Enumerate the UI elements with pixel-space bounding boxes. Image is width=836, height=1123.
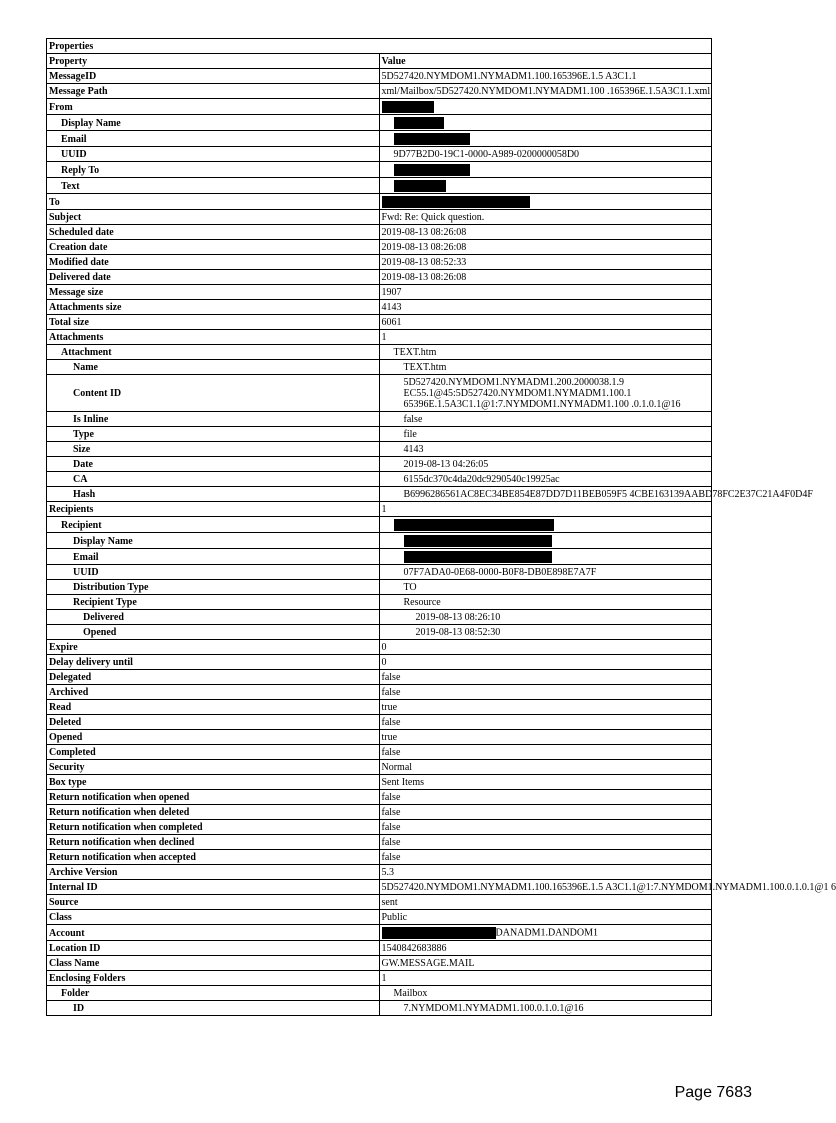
property-value: 2019-08-13 08:52:30 — [379, 625, 712, 640]
property-label: Attachments size — [47, 300, 380, 315]
property-value: 4143 — [379, 300, 712, 315]
property-label: Archive Version — [47, 865, 380, 880]
table-row — [47, 790, 712, 805]
property-label: Display Name — [47, 533, 380, 549]
property-label: Opened — [47, 730, 380, 745]
table-row — [47, 178, 712, 194]
property-value — [379, 194, 712, 210]
table-row — [47, 895, 712, 910]
table-row — [47, 670, 712, 685]
property-value: true — [379, 700, 712, 715]
property-label: Return notification when deleted — [47, 805, 380, 820]
table-row — [47, 730, 712, 745]
property-value: GW.MESSAGE.MAIL — [379, 956, 712, 971]
property-label: Class — [47, 910, 380, 925]
property-value: 5.3 — [379, 865, 712, 880]
table-row — [47, 99, 712, 115]
table-row — [47, 330, 712, 345]
property-label: Security — [47, 760, 380, 775]
table-row — [47, 685, 712, 700]
property-label: Attachment — [47, 345, 380, 360]
property-value: Mailbox — [379, 986, 712, 1001]
property-value — [379, 533, 712, 549]
table-row — [47, 300, 712, 315]
content-id-line: 65396E.1.5A3C1.1@1:7.NYMDOM1.NYMADM1.100 .0.1.0.1@16 — [403, 399, 681, 410]
property-value: false — [379, 805, 712, 820]
table-row — [47, 210, 712, 225]
table-row — [47, 760, 712, 775]
property-label: Recipient — [47, 517, 380, 533]
property-label: Size — [47, 442, 380, 457]
property-value: TO — [379, 580, 712, 595]
property-value: 1 — [379, 330, 712, 345]
table-row — [47, 1001, 712, 1016]
property-value: 2019-08-13 08:52:33 — [379, 255, 712, 270]
property-label: Deleted — [47, 715, 380, 730]
property-label: Type — [47, 427, 380, 442]
table-row — [47, 457, 712, 472]
redaction-bar — [404, 551, 552, 563]
account-domain: DANADM1.DANDOM1 — [495, 927, 598, 939]
property-value: false — [379, 835, 712, 850]
property-label: Scheduled date — [47, 225, 380, 240]
table-header-row — [47, 54, 712, 69]
property-value: sent — [379, 895, 712, 910]
table-row — [47, 115, 712, 131]
property-label: Date — [47, 457, 380, 472]
property-label: Class Name — [47, 956, 380, 971]
redaction-bar — [382, 927, 496, 939]
property-label: Source — [47, 895, 380, 910]
property-label: Display Name — [47, 115, 380, 131]
property-label: MessageID — [47, 69, 380, 84]
redaction-bar — [404, 535, 552, 547]
property-value: 1 — [379, 502, 712, 517]
property-value — [379, 131, 712, 147]
redaction-bar — [382, 101, 434, 113]
property-label: Enclosing Folders — [47, 971, 380, 986]
property-label: CA — [47, 472, 380, 487]
property-value — [379, 517, 712, 533]
content-id-line: 5D527420.NYMDOM1.NYMADM1.200.2000038.1.9 — [403, 377, 625, 388]
property-value: 1 — [379, 971, 712, 986]
table-row — [47, 487, 712, 502]
property-label: UUID — [47, 147, 380, 162]
table-row — [47, 472, 712, 487]
property-label: From — [47, 99, 380, 115]
table-row — [47, 595, 712, 610]
property-value: TEXT.htm — [379, 360, 712, 375]
table-row — [47, 147, 712, 162]
table-row — [47, 956, 712, 971]
property-value: false — [379, 685, 712, 700]
property-label: Attachments — [47, 330, 380, 345]
property-label: Opened — [47, 625, 380, 640]
property-value: 5D527420.NYMDOM1.NYMADM1.100.165396E.1.5 A3C1.1@1:7.NYMDOM1.NYMADM1.100.0.1.0.1@1 6 — [379, 880, 712, 895]
property-value: true — [379, 730, 712, 745]
property-label: Subject — [47, 210, 380, 225]
column-header-property: Property — [47, 54, 380, 69]
property-label: Hash — [47, 487, 380, 502]
property-value: 1907 — [379, 285, 712, 300]
property-label: Total size — [47, 315, 380, 330]
property-label: Internal ID — [47, 880, 380, 895]
property-value: 0 — [379, 640, 712, 655]
property-value: Resource — [379, 595, 712, 610]
table-row — [47, 910, 712, 925]
properties-table — [46, 38, 836, 1016]
property-value: 5D527420.NYMDOM1.NYMADM1.100.165396E.1.5 A3C1.1 — [379, 69, 712, 84]
table-row — [47, 240, 712, 255]
property-label: Recipients — [47, 502, 380, 517]
table-row — [47, 517, 712, 533]
property-value — [379, 162, 712, 178]
property-label: Delay delivery until — [47, 655, 380, 670]
redaction-bar — [394, 180, 446, 192]
property-label: Email — [47, 549, 380, 565]
property-value: 2019-08-13 08:26:08 — [379, 270, 712, 285]
table-row — [47, 360, 712, 375]
redaction-bar — [394, 117, 444, 129]
property-value: 6061 — [379, 315, 712, 330]
property-value: false — [379, 745, 712, 760]
table-row — [47, 69, 712, 84]
property-value: false — [379, 850, 712, 865]
table-row — [47, 412, 712, 427]
column-header-value: Value — [379, 54, 712, 69]
property-label: Email — [47, 131, 380, 147]
table-row — [47, 880, 712, 895]
property-label: Reply To — [47, 162, 380, 178]
property-value — [379, 375, 712, 412]
property-value: false — [379, 790, 712, 805]
property-label: To — [47, 194, 380, 210]
property-value: 0 — [379, 655, 712, 670]
property-value: 7.NYMDOM1.NYMADM1.100.0.1.0.1@16 — [379, 1001, 712, 1016]
property-value: Fwd: Re: Quick question. — [379, 210, 712, 225]
property-value: 4143 — [379, 442, 712, 457]
table-row — [47, 640, 712, 655]
table-row — [47, 162, 712, 178]
table-row — [47, 941, 712, 956]
property-label: Return notification when declined — [47, 835, 380, 850]
property-label: Return notification when accepted — [47, 850, 380, 865]
table-row — [47, 285, 712, 300]
table-row — [47, 971, 712, 986]
property-label: ID — [47, 1001, 380, 1016]
table-row — [47, 270, 712, 285]
table-row — [47, 805, 712, 820]
table-row — [47, 549, 712, 565]
property-label: Message size — [47, 285, 380, 300]
property-value: 2019-08-13 04:26:05 — [379, 457, 712, 472]
property-label: Delegated — [47, 670, 380, 685]
property-label: Recipient Type — [47, 595, 380, 610]
redaction-bar — [382, 196, 530, 208]
property-label: Account — [47, 925, 380, 941]
property-value — [379, 99, 712, 115]
table-row — [47, 442, 712, 457]
redaction-bar — [394, 519, 554, 531]
property-value: false — [379, 820, 712, 835]
table-row — [47, 925, 712, 941]
property-label: Modified date — [47, 255, 380, 270]
property-label: Delivered date — [47, 270, 380, 285]
table-row — [47, 502, 712, 517]
property-value: Normal — [379, 760, 712, 775]
property-value — [379, 925, 712, 941]
table-row — [47, 610, 712, 625]
property-value: file — [379, 427, 712, 442]
property-value: false — [379, 715, 712, 730]
property-label: Distribution Type — [47, 580, 380, 595]
table-row — [47, 745, 712, 760]
table-row — [47, 255, 712, 270]
property-label: Text — [47, 178, 380, 194]
table-row — [47, 715, 712, 730]
property-label: Delivered — [47, 610, 380, 625]
property-value — [379, 115, 712, 131]
property-value: xml/Mailbox/5D527420.NYMDOM1.NYMADM1.100 .165396E.1.5A3C1.1.xml — [379, 84, 712, 99]
property-label: Content ID — [47, 375, 380, 412]
property-value: false — [379, 412, 712, 427]
table-row — [47, 565, 712, 580]
property-label: Return notification when opened — [47, 790, 380, 805]
table-row — [47, 194, 712, 210]
property-value: 2019-08-13 08:26:10 — [379, 610, 712, 625]
property-label: UUID — [47, 565, 380, 580]
property-label: Box type — [47, 775, 380, 790]
table-row — [47, 580, 712, 595]
property-value: 2019-08-13 08:26:08 — [379, 240, 712, 255]
property-value — [379, 178, 712, 194]
property-label: Archived — [47, 685, 380, 700]
table-title-row — [47, 39, 712, 54]
property-value: 1540842683886 — [379, 941, 712, 956]
table-row — [47, 345, 712, 360]
property-value: TEXT.htm — [379, 345, 712, 360]
property-label: Is Inline — [47, 412, 380, 427]
table-row — [47, 775, 712, 790]
property-value: 2019-08-13 08:26:08 — [379, 225, 712, 240]
property-label: Expire — [47, 640, 380, 655]
table-row — [47, 131, 712, 147]
table-row — [47, 700, 712, 715]
property-label: Folder — [47, 986, 380, 1001]
property-value — [379, 549, 712, 565]
table-row — [47, 625, 712, 640]
property-label: Name — [47, 360, 380, 375]
property-value: 6155dc370c4da20dc9290540c19925ac — [379, 472, 712, 487]
property-label: Location ID — [47, 941, 380, 956]
table-row — [47, 986, 712, 1001]
table-row — [47, 835, 712, 850]
property-value: false — [379, 670, 712, 685]
property-label: Creation date — [47, 240, 380, 255]
content-id-line: EC55.1@45:5D527420.NYMDOM1.NYMADM1.100.1 — [403, 388, 632, 399]
table-row — [47, 427, 712, 442]
property-label: Completed — [47, 745, 380, 760]
property-value: Sent Items — [379, 775, 712, 790]
property-value: 07F7ADA0-0E68-0000-B0F8-DB0E898E7A7F — [379, 565, 712, 580]
property-value: 9D77B2D0-19C1-0000-A989-0200000058D0 — [379, 147, 712, 162]
table-row — [47, 820, 712, 835]
redaction-bar — [394, 133, 470, 145]
table-row — [47, 865, 712, 880]
table-row — [47, 315, 712, 330]
property-value: Public — [379, 910, 712, 925]
property-value: B6996286561AC8EC34BE854E87DD7D11BEB059F5 4CBE163139AABD78FC2E37C21A4F0D4F — [379, 487, 712, 502]
page-number: Page 7683 — [674, 1084, 752, 1101]
table-row — [47, 533, 712, 549]
table-title: Properties — [47, 39, 712, 54]
property-label: Message Path — [47, 84, 380, 99]
property-label: Return notification when completed — [47, 820, 380, 835]
table-row — [47, 375, 712, 412]
table-row — [47, 225, 712, 240]
table-row — [47, 850, 712, 865]
property-label: Read — [47, 700, 380, 715]
table-row — [47, 655, 712, 670]
redaction-bar — [394, 164, 470, 176]
table-row — [47, 84, 712, 99]
